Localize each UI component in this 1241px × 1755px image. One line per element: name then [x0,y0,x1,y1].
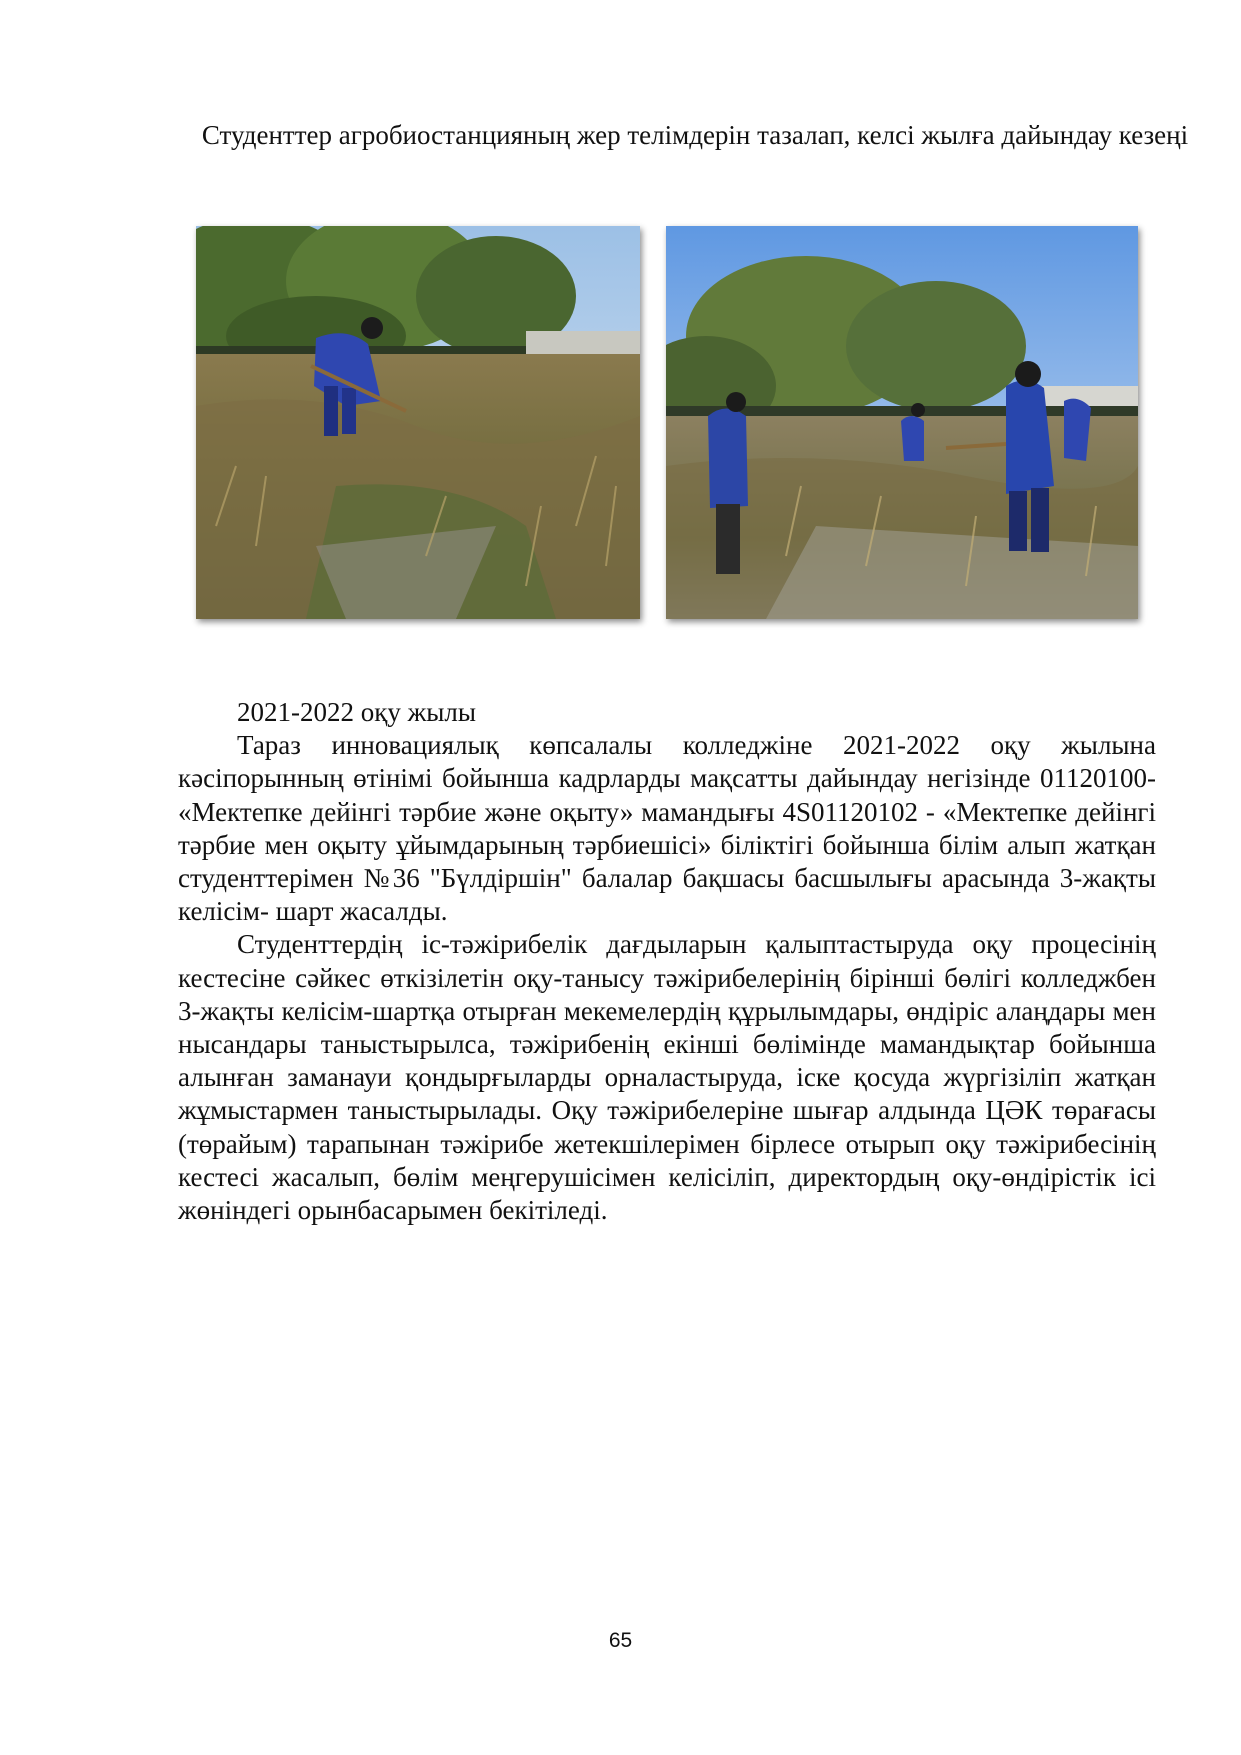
photo-students-clearing-field-image [666,226,1138,619]
body-text [178,696,1156,1227]
page-number: 65 [608,1629,633,1652]
year-heading: 2021-2022 оқу жылы [237,697,477,727]
photo-students-clearing-field [666,226,1138,619]
photo-caption: Студенттер агробиостанцияның жер телімдерін тазалап, келсі жылға дайындау кезеңі [201,120,1189,150]
photo-student-digging-image [196,226,640,619]
paragraph: Тараз инновациялық көпсалалы колледжіне 2021-2022 оқу жылына кәсіпорынның өтінімі бойынша кадрларды мақсатты дайындау негізінде 01120100- «Мектепке дейінгі тәрбие және оқыту» мамандығы 4S01120102 - «Мектепке дейінгі тәрбие мен оқыту ұйымдарының тәрбиешісі» біліктігі бойынша білім алып жатқан студенттерімен №36 "Бүлдіршін" балалар бақшасы басшылығы арасында 3-жақты келісім- шарт жасалды. [178,730,1156,927]
photo-student-digging [196,226,640,619]
paragraph: Студенттердің іс-тәжірибелік дағдыларын қалыптастыруда оқу процесінің кестесіне сәйкес өткізілетін оқу-танысу тәжірибелерінің бірінші бөлігі колледжбен 3-жақты келісім-шартқа отырған мекемелердің құрылымдары, өндіріс алаңдары мен нысандары таныстырылса, тәжірибенің екінші бөлімінде мамандықтар бойынша алынған заманауи қондырғыларды орналастыруда, іске қосуда жүргізіліп жатқан жұмыстармен таныстырылады. Оқу тәжірибелеріне шығар алдында ЦӘК төрағасы (төрайым) тарапынан тәжірибе жетекшілерімен бірлесе отырып оқу тәжірибесінің кестесі жасалып, бөлім меңгерушісімен келісіліп, директордың оқу-өндірістік ісі жөніндегі орынбасарымен бекітіледі. [178,929,1156,1226]
